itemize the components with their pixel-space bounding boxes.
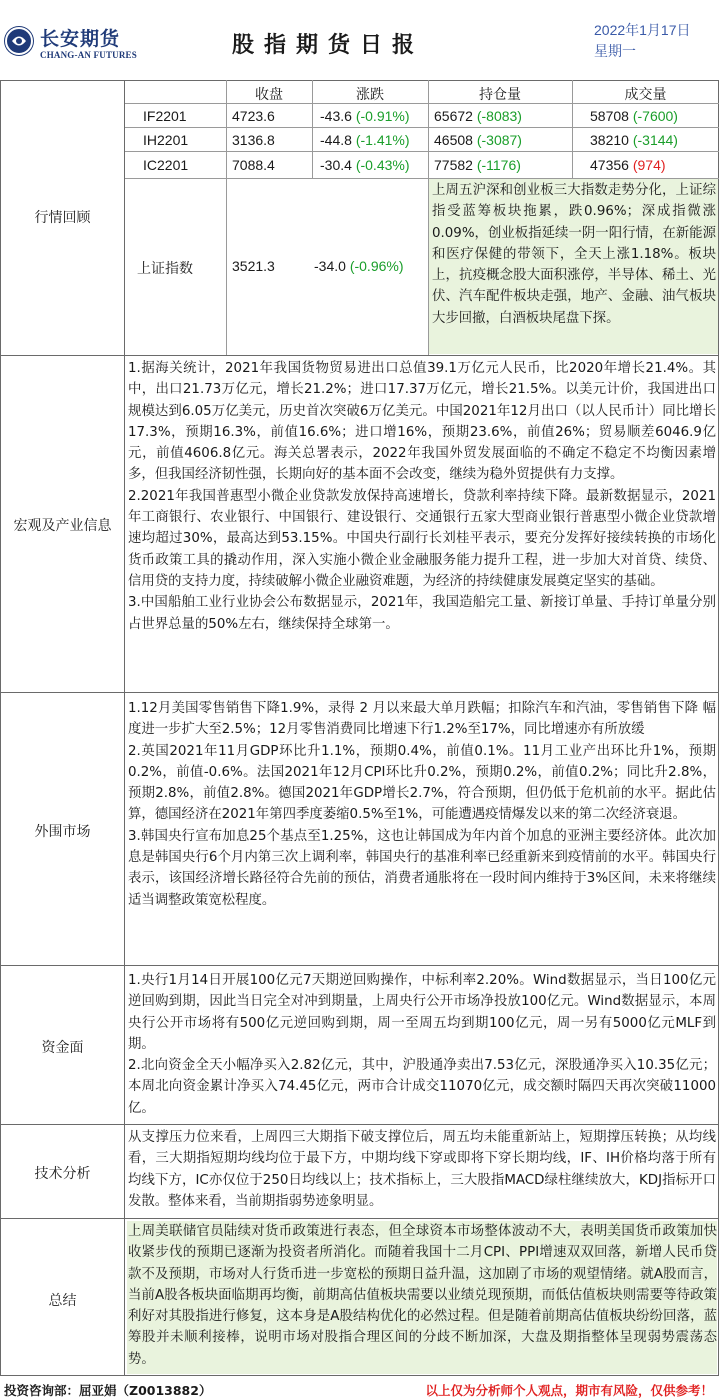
change-value: -43.6 (-0.91%) <box>320 108 410 124</box>
report-header <box>0 0 719 76</box>
close-value: 4723.6 <box>232 108 275 124</box>
close-value: 3136.8 <box>232 132 275 148</box>
section-label-market: 行情回顾 <box>34 210 91 226</box>
open-interest-value: 77582 (-1176) <box>434 157 521 173</box>
technical-text <box>128 1127 716 1212</box>
paragraph: 3.韩国央行宣布加息25个基点至1.25%，这也让韩国成为年内首个加息的亚洲主要经济体。此次加息是韩国央行6个月内第三次上调利率，韩国央行的基准利率已经重新来到疫情前的水平。韩国央行表示，该国经济增长路径符合先前的预估，消费者通胀将在一段时间内维持于3%区间，未来将继续适当调整政策宽松程度。 <box>128 828 716 908</box>
company-name-cn: 长安期货 <box>40 28 121 50</box>
report-footer <box>0 1379 719 1399</box>
contract-name: IC2201 <box>143 157 189 173</box>
contract-name: IH2201 <box>143 132 189 148</box>
risk-disclaimer: 以上仅为分析师个人观点，期市有风险，仅供参考！ <box>425 1383 713 1398</box>
col-header-volume: 成交量 <box>624 87 667 103</box>
divider <box>0 1218 719 1219</box>
paragraph: 2.北向资金全天小幅净买入2.82亿元，其中，沪股通净卖出7.53亿元，深股通净买入10.35亿元；本周北向资金累计净买入74.45亿元，两市合计成交11070亿元，成交额时隔四天再次突破11000亿。 <box>128 1058 716 1116</box>
volume-value: 47356 (974) <box>590 157 666 173</box>
col-header-change: 涨跌 <box>356 87 384 103</box>
report-weekday: 星期一 <box>594 44 636 60</box>
col-header-close: 收盘 <box>255 87 283 103</box>
divider <box>0 692 719 693</box>
paragraph: 1.央行1月14日开展100亿元7天期逆回购操作，中标利率2.20%。Wind数据显示，当日100亿元逆回购到期，因此当日完全对冲到期量，上周央行公开市场净投放100亿元。Wind数据显示，本周央行公开市场将有500亿元逆回购到期，周一至周五均到期100亿元，周一另有5000亿元MLF到期。 <box>128 973 716 1052</box>
summary-text <box>127 1221 717 1374</box>
section-label-macro: 宏观及产业信息 <box>13 518 112 534</box>
report-date: 2022年1月17日 <box>594 22 691 38</box>
contract-name: IF2201 <box>143 108 187 124</box>
report-title: 股指期货日报 <box>232 33 425 58</box>
col-header-open-interest: 持仓量 <box>479 87 521 103</box>
paragraph: 1.据海关统计，2021年我国货物贸易进出口总值39.1万亿元人民币，比2020年增长21.4%。其中，出口21.73万亿元，增长21.2%；进口17.37万亿元，增长21.5%。以美元计价，我国进出口规模达到6.05万亿美元，历史首次突破6万亿美元。中国2021年12月出口（以人民币计）同比增长17.3%，预期16.3%，前值16.6%；进口增16%，预期23.6%，前值26%；贸易顺差6046.9亿元，前值4606.8亿元。海关总署表示，2022年我国外贸发展面临的不确定不稳定不均衡因素增多，但我国经济韧性强，长期向好的基本面不会改变，继续为稳外贸提供有力支撑。 <box>128 361 716 483</box>
index-name: 上证指数 <box>137 261 193 277</box>
paragraph: 3.中国船舶工业行业协会公布数据显示，2021年，我国造船完工量、新接订单量、手持订单量分别占世界总量的50%左右，继续保持全球第一。 <box>128 595 716 632</box>
divider <box>0 965 719 966</box>
paragraph: 1.12月美国零售销售下降1.9%，录得 2 月以来最大单月跌幅；扣除汽车和汽油，零售销售下降 幅度进一步扩大至2.5%；12月零售消费同比增速下行1.2%至17%，同比增速亦有所放缓 <box>128 701 716 738</box>
paragraph: 2.2021年我国普惠型小微企业贷款发放保持高速增长，贷款利率持续下降。最新数据显示，2021年工商银行、农业银行、中国银行、建设银行、交通银行五家大型商业银行普惠型小微企业贷款增速均超过30%，最高达到53.15%。中国央行副行长刘桂平表示，要充分发挥好接续转换的市场化货币政策工具的撬动作用，深入实施小微企业金融服务能力提升工程，进一步加大对首贷、续贷、信用贷的支持力度，持续破解小微企业融资难题，为经济的持续健康发展奠定坚实的基础。 <box>128 488 716 589</box>
analyst-info: 投资咨询部：屈亚娟（Z0013882） <box>4 1383 212 1398</box>
paragraph: 从支撑压力位来看，上周四三大期指下破支撑位后，周五均未能重新站上，短期撑压转换；从均线看，三大期指短期均线均位于最下方，中期均线下穿或即将下穿长期均线，IF、IH价格均落于所有均线下方，IC亦仅位于250日均线以上；技术指标上，三大股指MACD绿柱继续放大，KDJ指标开口发散。整体来看，当前期指弱势迹象明显。 <box>128 1130 716 1209</box>
open-interest-value: 46508 (-3087) <box>434 132 522 148</box>
company-logo-icon <box>4 26 34 56</box>
open-interest-value: 65672 (-8083) <box>434 108 522 124</box>
divider <box>0 355 719 356</box>
divider <box>226 80 227 355</box>
section-label-funds: 资金面 <box>41 1040 84 1056</box>
divider <box>0 1124 719 1125</box>
divider <box>125 151 719 152</box>
market-review-text: 上周五沪深和创业板三大指数走势分化，上证综指受蓝筹板块拖累，跌0.96%；深成指微涨0.09%，创业板指延续一阴一阳行情，在新能源和医疗保健的带领下，全天上涨1.18%。板块上，抗疫概念股大面积涨停，半导体、稀土、光伏、汽车配件板块走强，地产、金融、油气板块大步回撤，白酒板块尾盘下探。 <box>429 179 718 354</box>
funds-text <box>128 970 716 1119</box>
change-value: -44.8 (-1.41%) <box>320 132 410 148</box>
paragraph: 上周美联储官员陆续对货币政策进行表态，但全球资本市场整体波动不大，表明美国货币政策加快收紧步伐的预期已逐渐为投资者所消化。而随着我国十二月CPI、PPI增速双双回落，新增人民币贷款不及预期，市场对人行货币进一步宽松的预期日益升温，这加剧了市场的观望情绪。就A股而言，当前A股各板块面临期再均衡，前期高估值板块需要以业绩兑现预期，而低估值板块则需要等待政策利好对其股指进行修复，这本身是A股结构优化的必然过程。但是随着前期高估值板块纷纷回落，蓝筹股并未顺利接棒，说明市场对股指合理区间的分歧不断加深，大盘及期指整体呈现弱势震荡态势。 <box>128 1224 717 1367</box>
volume-value: 38210 (-3144) <box>590 132 678 148</box>
section-label-overseas: 外围市场 <box>34 824 91 840</box>
paragraph: 2.英国2021年11月GDP环比升1.1%，预期0.4%，前值0.1%。11月工业产出环比升1%，预期0.2%，前值-0.6%。法国2021年12月CPI环比升0.2%，预期0.2%，前值0.2%；同比升2.8%，预期2.8%，前值2.8%。德国2021年GDP增长2.7%，符合预期，但仍低于危机前的水平。据此估算，德国经济在2021年第四季度萎缩0.5%至1%，可能遭遇疫情爆发以来的第二次经济衰退。 <box>128 743 716 823</box>
index-change: -34.0 (-0.96%) <box>314 258 404 274</box>
overseas-text <box>128 698 716 911</box>
divider <box>125 127 719 128</box>
change-value: -30.4 (-0.43%) <box>320 157 410 173</box>
company-name-en: CHANG-AN FUTURES <box>40 50 137 60</box>
section-label-technical: 技术分析 <box>34 1166 91 1182</box>
macro-text <box>128 358 716 635</box>
section-label-summary: 总结 <box>48 1293 77 1309</box>
volume-value: 58708 (-7600) <box>590 108 678 124</box>
close-value: 7088.4 <box>232 157 275 173</box>
index-close: 3521.3 <box>232 258 275 274</box>
